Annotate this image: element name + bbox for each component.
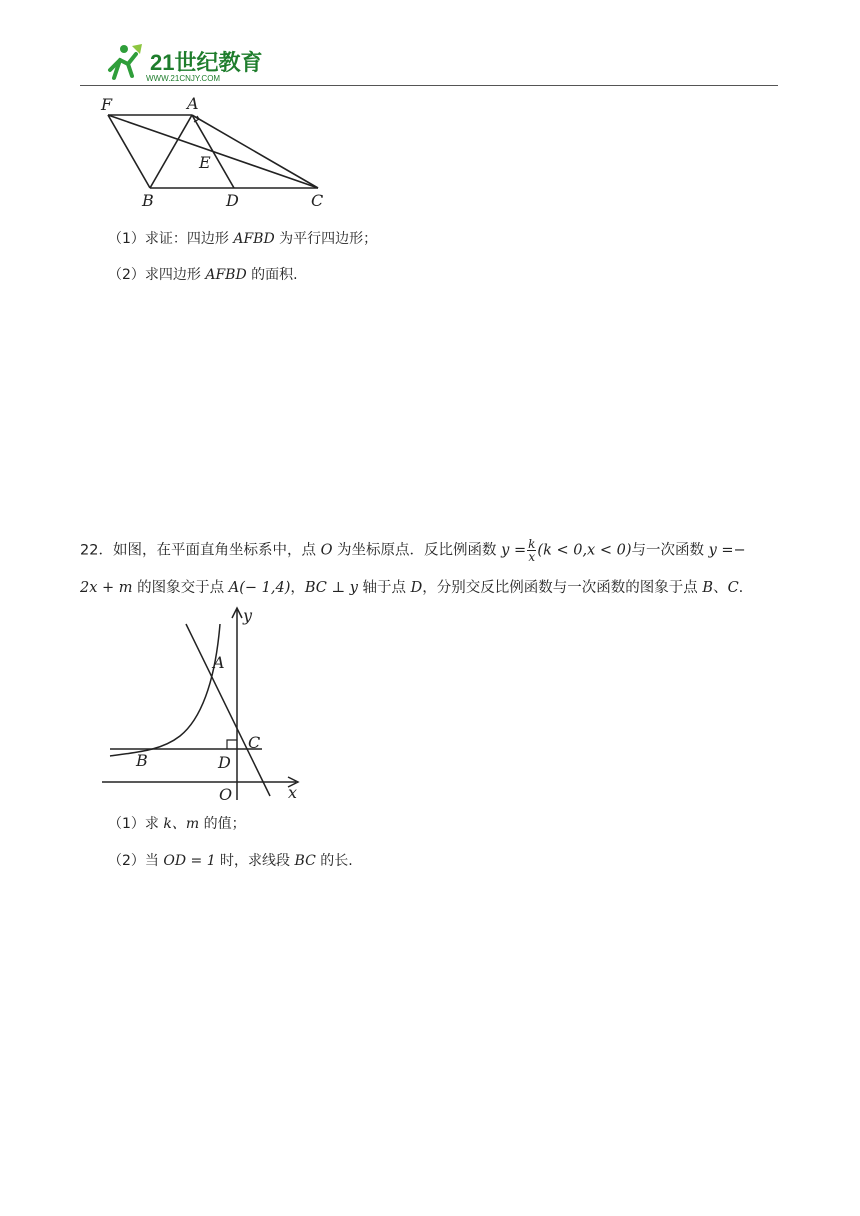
q21-part1 (108, 229, 377, 249)
fraction-k-over-x (527, 538, 536, 563)
label-d2: D (218, 753, 231, 772)
q22-part2-suffix: 的长. (315, 853, 353, 869)
q22-part1-km: k、m (163, 816, 200, 832)
header-divider (80, 85, 778, 86)
q22-text-c: 与一次函数 (631, 542, 709, 559)
label-o2: O (219, 785, 233, 804)
label-a: A (187, 94, 199, 113)
segment-fc (108, 115, 318, 188)
page-header (80, 38, 780, 86)
figure-afbd (98, 92, 338, 214)
hyperbola-curve (110, 624, 220, 756)
q22-sep: 、 (713, 580, 728, 596)
q22-line1 (80, 538, 746, 563)
q22-o: O (320, 542, 333, 559)
label-b: B (142, 191, 154, 210)
q22-point-a: A(− 1,4) (228, 580, 291, 596)
q22-part2-cond: OD = 1 (163, 853, 216, 869)
logo (102, 40, 292, 84)
q22-part2-mid: 时，求线段 (215, 853, 295, 869)
q21-part1-prefix: （1）求证：四边形 (108, 231, 234, 247)
q22-y-eq: y = (501, 542, 527, 559)
q22-text-e: 轴于点 (357, 580, 411, 596)
q22-linear-expr: 2x + m (80, 580, 133, 596)
q21-part1-suffix: 为平行四边形； (274, 231, 378, 247)
q22-part2-prefix: （2）当 (108, 853, 164, 869)
label-d: D (226, 191, 239, 210)
logo-sub-text: WWW.21CNJY.COM (146, 74, 221, 83)
q22-c: C (727, 580, 739, 596)
runner-icon (110, 44, 142, 78)
frac-denominator: x (528, 550, 536, 564)
q22-comma: ， (290, 580, 305, 596)
label-y: y (243, 606, 253, 625)
label-c2: C (248, 733, 261, 752)
q22-y2: y =− (708, 542, 746, 559)
q21-part2-prefix: （2）求四边形 (108, 267, 206, 283)
q22-perp: BC ⊥ y (304, 580, 358, 596)
q21-part2-suffix: 的面积. (246, 267, 298, 283)
label-a2: A (213, 653, 225, 672)
q22-text-b: 为坐标原点．反比例函数 (332, 542, 502, 559)
q22-part1 (108, 814, 246, 834)
label-c: C (311, 191, 324, 210)
q22-part2-bc: BC (294, 853, 316, 869)
q22-part2 (108, 851, 353, 871)
q21-part1-math: AFBD (233, 231, 275, 247)
right-angle-mark-d (227, 740, 237, 749)
q22-text-a: 22．如图，在平面直角坐标系中，点 (80, 542, 321, 559)
label-f: F (101, 95, 113, 114)
q21-part2-math: AFBD (205, 267, 247, 283)
figure-coordinate (100, 604, 310, 808)
label-e: E (199, 153, 211, 172)
q22-d: D (410, 580, 423, 596)
frac-numerator: k (528, 537, 536, 551)
q22-b: B (702, 580, 714, 596)
segment-fb (108, 115, 150, 188)
q22-text-f: ，分别交反比例函数与一次函数的图象于点 (422, 580, 703, 596)
q22-condition: (k < 0,x < 0) (537, 542, 632, 559)
q22-text-d: 的图象交于点 (132, 580, 229, 596)
segment-ab (150, 115, 192, 188)
q22-part1-suffix: 的值； (199, 816, 246, 832)
logo-main-text: 21世纪教育 (150, 50, 263, 75)
q22-period: . (738, 580, 744, 596)
q21-part2 (108, 265, 298, 285)
q22-part1-prefix: （1）求 (108, 816, 164, 832)
label-x: x (288, 783, 298, 802)
label-b2: B (136, 751, 148, 770)
q22-line2 (80, 578, 743, 598)
